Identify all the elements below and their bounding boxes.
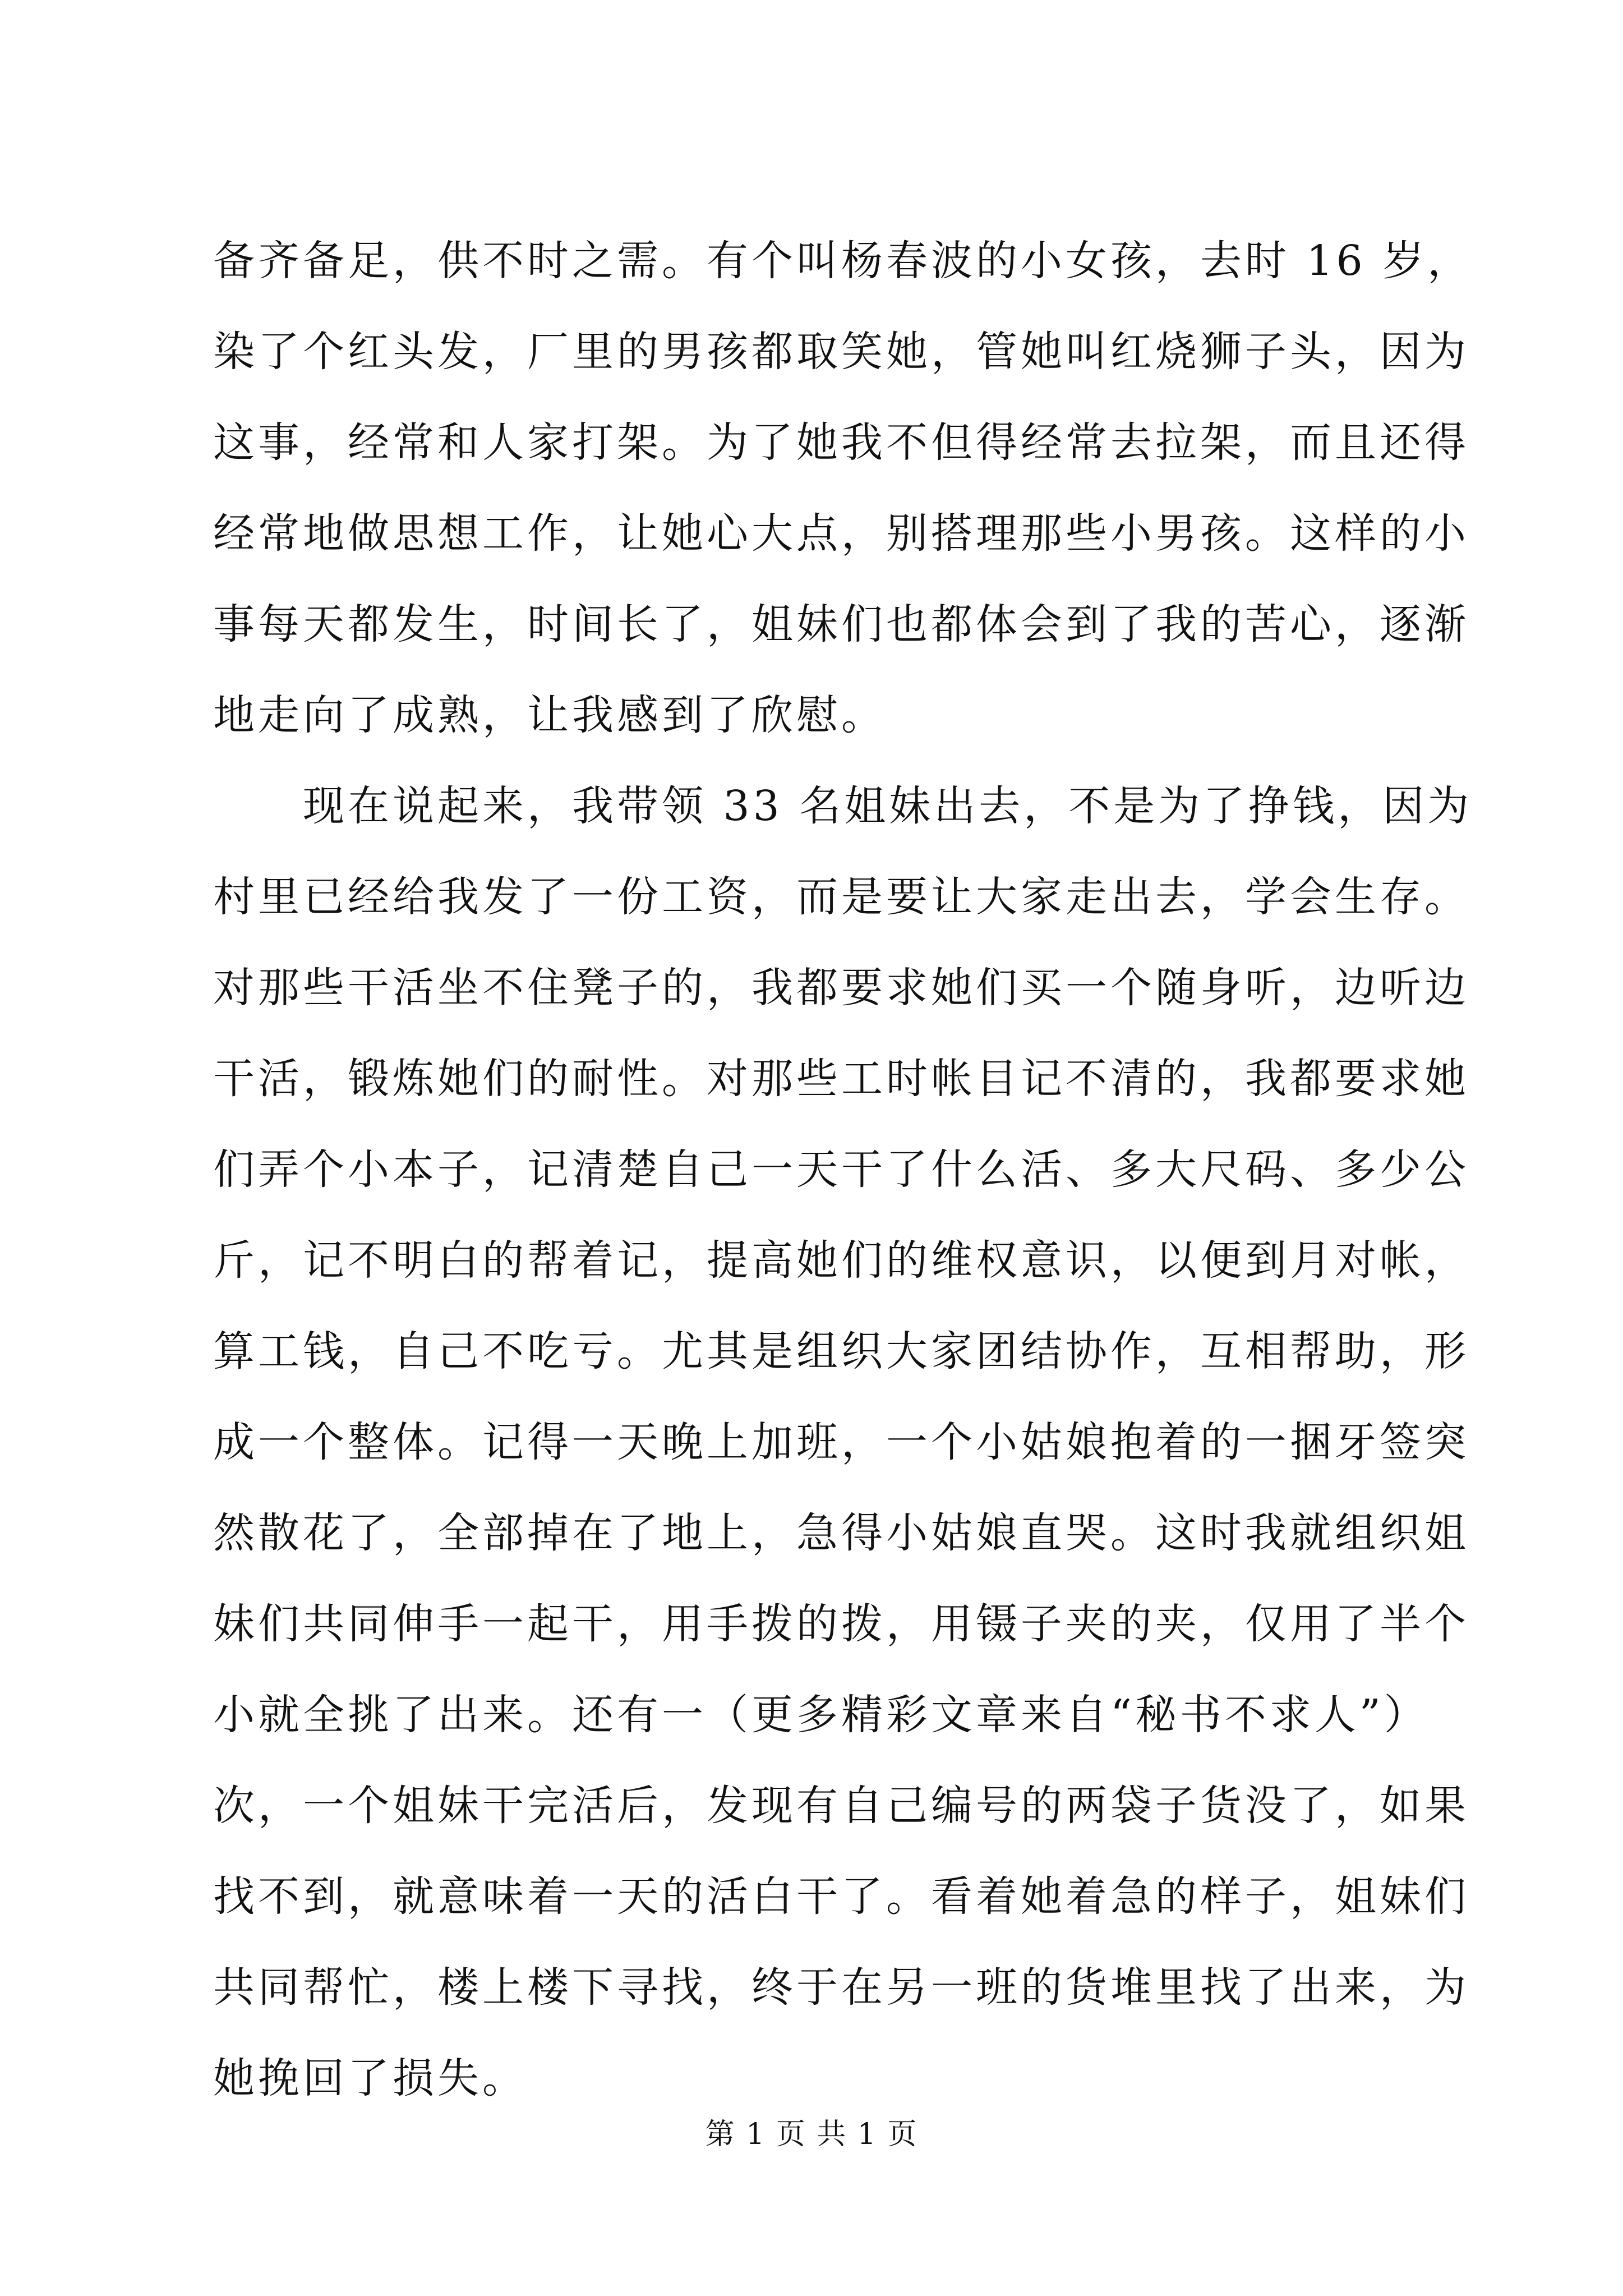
page-number-footer: 第 1 页 共 1 页 <box>705 2118 918 2151</box>
text-line: 斤，记不明白的帮着记，提高她们的维权意识，以便到月对帐， <box>213 1236 1469 1285</box>
text-line: 对那些干活坐不住凳子的，我都要求她们买一个随身听，边听边 <box>213 964 1469 1012</box>
text-line: 她挽回了损失。 <box>213 2054 527 2102</box>
text-line: 次，一个姐妹干完活后，发现有自己编号的两袋子货没了，如果 <box>213 1782 1469 1830</box>
text-line: 共同帮忙，楼上楼下寻找，终于在另一班的货堆里找了出来，为 <box>213 1963 1469 2012</box>
text-line: 事每天都发生，时间长了，姐妹们也都体会到了我的苦心，逐渐 <box>213 600 1469 648</box>
text-line: 染了个红头发，厂里的男孩都取笑她，管她叫红烧狮子头，因为 <box>213 328 1469 376</box>
text-line: 经常地做思想工作，让她心大点，别搭理那些小男孩。这样的小 <box>213 509 1469 558</box>
text-line: 这事，经常和人家打架。为了她我不但得经常去拉架，而且还得 <box>213 418 1469 467</box>
text-line: 小就全挑了出来。还有一（更多精彩文章来自“秘书不求人”） <box>213 1691 1429 1739</box>
text-line: 然散花了，全部掉在了地上，急得小姑娘直哭。这时我就组织姐 <box>213 1509 1469 1557</box>
text-line: 地走向了成熟，让我感到了欣慰。 <box>213 691 886 739</box>
document-body <box>213 215 1473 2124</box>
paragraph-first-line: 现在说起来，我带领 33 名姐妹出去，不是为了挣钱，因为 <box>303 782 1473 830</box>
text-line: 干活，锻炼她们的耐性。对那些工时帐目记不清的，我都要求她 <box>213 1055 1469 1103</box>
text-line: 算工钱，自己不吃亏。尤其是组织大家团结协作，互相帮助，形 <box>213 1327 1469 1375</box>
text-line: 找不到，就意味着一天的活白干了。看着她着急的样子，姐妹们 <box>213 1872 1469 1921</box>
text-line: 们弄个小本子，记清楚自己一天干了什么活、多大尺码、多少公 <box>213 1145 1469 1194</box>
text-line: 村里已经给我发了一份工资，而是要让大家走出去，学会生存。 <box>213 873 1469 921</box>
text-line: 备齐备足，供不时之需。有个叫杨春波的小女孩，去时 16 岁， <box>213 237 1473 285</box>
text-line: 成一个整体。记得一天晚上加班，一个小姑娘抱着的一捆牙签突 <box>213 1418 1469 1466</box>
text-line: 妹们共同伸手一起干，用手拨的拨，用镊子夹的夹，仅用了半个 <box>213 1600 1469 1648</box>
